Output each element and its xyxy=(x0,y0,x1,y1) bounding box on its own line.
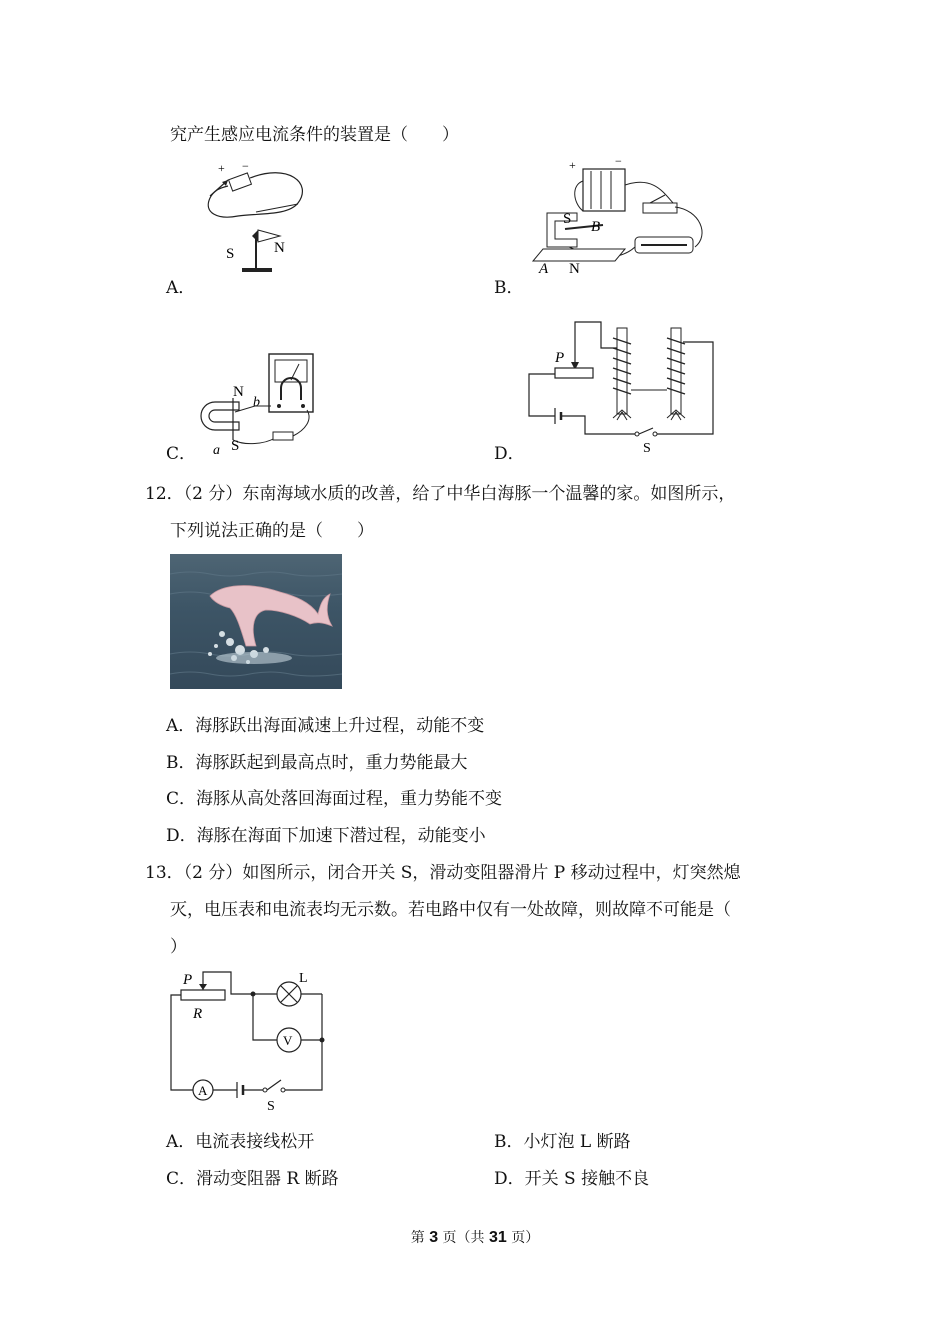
fig-a-minus: − xyxy=(242,159,249,173)
fig-a-plus: + xyxy=(218,161,225,175)
page-footer xyxy=(0,1227,950,1247)
q13-stem-line1: 13．（2 分）如图所示，闭合开关 S，滑动变阻器滑片 P 移动过程中，灯突然熄 xyxy=(145,863,741,883)
q12-option-c: C．海豚从高处落回海面过程，重力势能不变 xyxy=(166,789,503,809)
fig-b-plus: + xyxy=(569,158,576,172)
dolphin-illustration xyxy=(170,554,342,689)
footer-total-pages: 31 xyxy=(489,1229,507,1246)
q12-option-d: D．海豚在海面下加速下潜过程，动能变小 xyxy=(166,826,486,846)
circuit-resistor-r-label: R xyxy=(193,1006,203,1022)
q11-stem-continuation: 究产生感应电流条件的装置是（ ） xyxy=(170,125,459,145)
q11-option-b: B． xyxy=(494,278,524,298)
q11-figure-c xyxy=(195,350,320,458)
fig-b-b: B xyxy=(591,219,601,235)
fig-b-a: A xyxy=(539,261,549,277)
circuit-ammeter-label: A xyxy=(198,1083,208,1098)
q13-option-d: D．开关 S 接触不良 xyxy=(494,1169,650,1189)
circuit-voltmeter-label: V xyxy=(283,1033,293,1048)
q13-option-b: B．小灯泡 L 断路 xyxy=(494,1132,631,1152)
circuit-switch-s-label: S xyxy=(267,1099,275,1114)
q11-option-d: D． xyxy=(494,444,525,464)
fig-d-s: S xyxy=(643,441,651,456)
footer-suffix: 页） xyxy=(506,1230,540,1246)
q11-figure-d xyxy=(525,318,720,460)
fig-c-a: a xyxy=(213,443,220,458)
q12-stem-line2: 下列说法正确的是（ ） xyxy=(170,521,374,541)
q13-stem-line3: ） xyxy=(170,937,187,957)
fig-b-s: S xyxy=(563,211,572,227)
q11-figure-a xyxy=(198,158,318,282)
fig-a-n: N xyxy=(274,240,285,256)
circuit-slider-p-label: P xyxy=(183,972,193,988)
circuit-lamp-l-label: L xyxy=(299,971,308,986)
q12-option-b: B．海豚跃起到最高点时，重力势能最大 xyxy=(166,753,468,773)
q13-circuit-figure xyxy=(165,966,335,1116)
q13-stem-line2: 灭，电压表和电流表均无示数。若电路中仅有一处故障，则故障不可能是（ xyxy=(170,900,731,920)
dolphin-photo xyxy=(170,554,342,689)
fig-a-s: S xyxy=(226,246,235,262)
q12-option-a: A．海豚跃出海面减速上升过程，动能不变 xyxy=(166,716,485,736)
fig-c-s: S xyxy=(231,438,240,454)
fig-c-b: b xyxy=(253,395,260,410)
q11-figure-b xyxy=(525,155,715,277)
footer-prefix: 第 xyxy=(410,1230,430,1246)
fig-b-minus: − xyxy=(615,155,622,168)
fig-c-n: N xyxy=(233,384,244,400)
fig-b-n: N xyxy=(569,261,580,277)
q13-option-a: A．电流表接线松开 xyxy=(166,1132,315,1152)
q11-option-a: A． xyxy=(166,278,196,298)
q11-option-c: C． xyxy=(166,444,197,464)
footer-middle: 页（共 xyxy=(438,1230,489,1246)
q13-option-c: C．滑动变阻器 R 断路 xyxy=(166,1169,339,1189)
fig-d-p: P xyxy=(555,350,565,366)
q12-stem-line1: 12．（2 分）东南海域水质的改善，给了中华白海豚一个温馨的家。如图所示， xyxy=(145,484,736,504)
footer-page-number: 3 xyxy=(429,1229,439,1246)
